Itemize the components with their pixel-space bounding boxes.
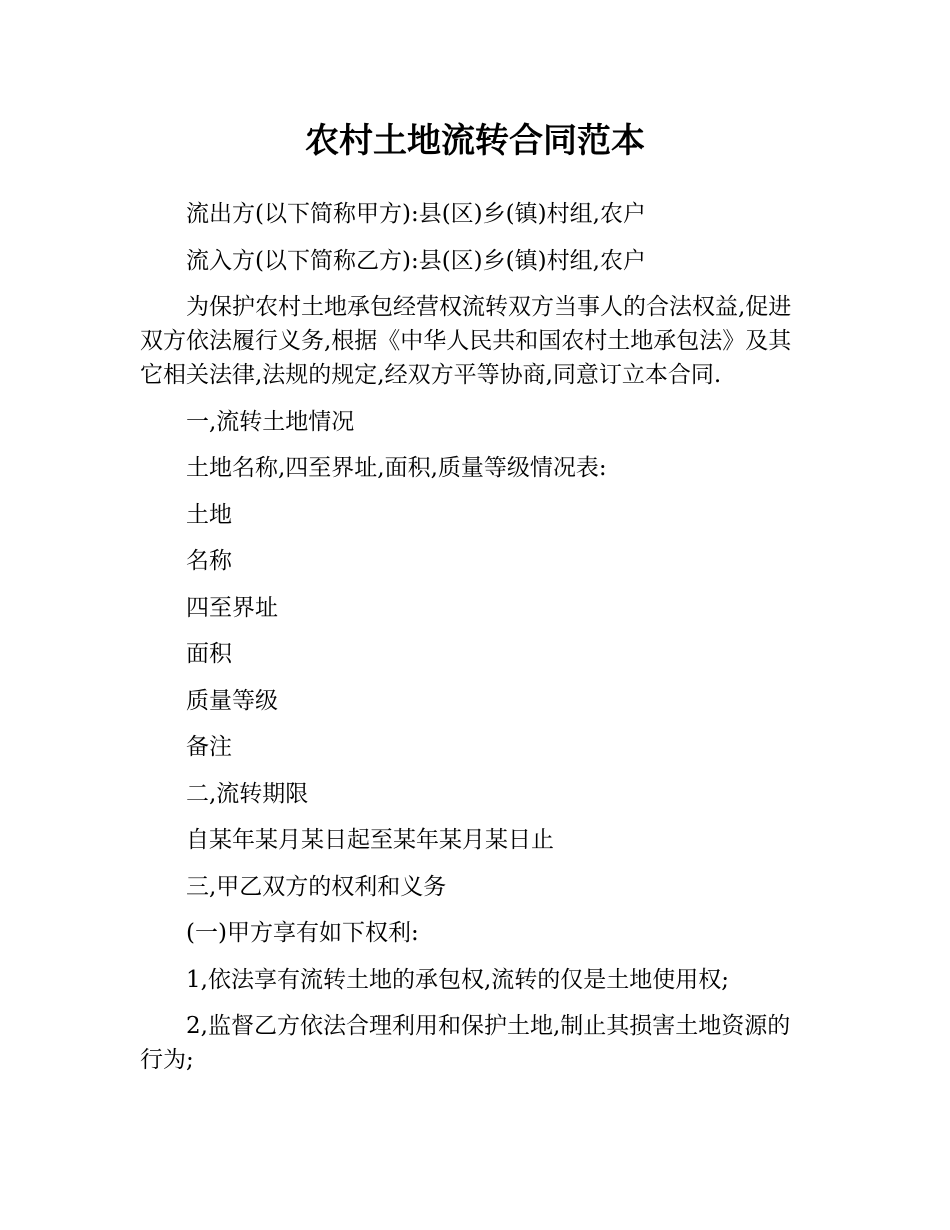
- document-body: [140, 197, 802, 1090]
- rights-item-2: 2,监督乙方依法合理利用和保护土地,制止其损害土地资源的行为;: [140, 1013, 791, 1073]
- preamble-paragraph: 为保护农村土地承包经营权流转双方当事人的合法权益,促进双方依法履行义务,根据《中华人民共和国农村土地承包法》及其它相关法律,法规的规定,经双方平等协商,同意订立本合同.: [140, 294, 792, 388]
- section-heading-rights: 三,甲乙双方的权利和义务: [186, 873, 447, 900]
- land-table-header-land: 土地: [186, 501, 232, 528]
- rights-item-1: 1,依法享有流转土地的承包权,流转的仅是土地使用权;: [186, 966, 730, 993]
- party-b-line: 流入方(以下简称乙方):县(区)乡(镇)村组,农户: [186, 247, 646, 274]
- subsection-heading-party-a-rights: (一)甲方享有如下权利:: [186, 920, 419, 946]
- party-a-line: 流出方(以下简称甲方):县(区)乡(镇)村组,农户: [186, 201, 646, 227]
- land-table-header-remarks: 备注: [186, 734, 232, 760]
- land-table-header-boundaries: 四至界址: [186, 594, 278, 621]
- land-table-header-name: 名称: [186, 548, 232, 574]
- section-heading-land: 一,流转土地情况: [186, 408, 355, 435]
- section-heading-term: 二,流转期限: [186, 780, 309, 807]
- land-table-caption: 土地名称,四至界址,面积,质量等级情况表:: [186, 455, 607, 481]
- document-title: 农村土地流转合同范本: [305, 121, 645, 161]
- term-paragraph: 自某年某月某日起至某年某月某日止: [186, 827, 554, 853]
- land-table-header-quality: 质量等级: [186, 687, 278, 714]
- land-table-header-area: 面积: [186, 641, 232, 667]
